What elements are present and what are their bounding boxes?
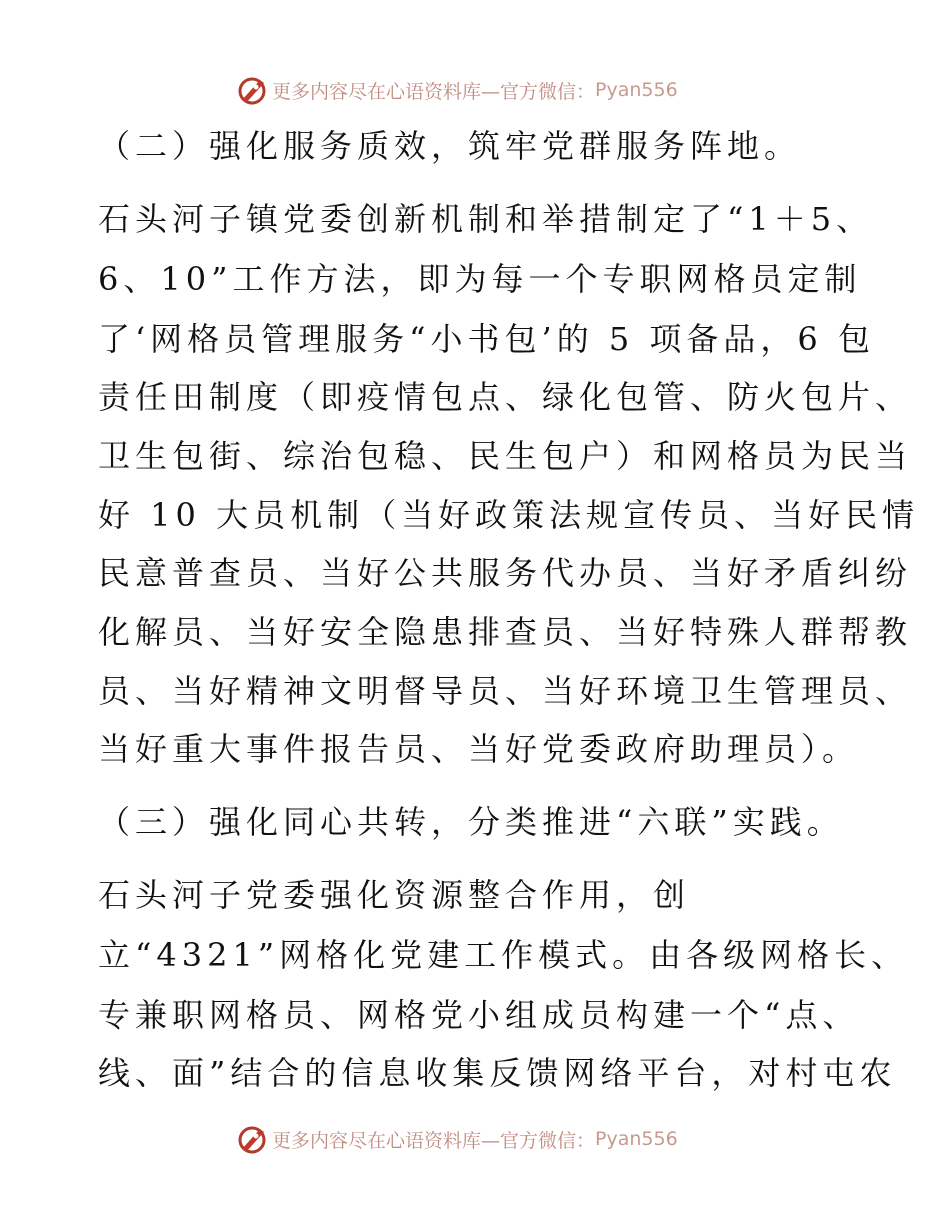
paragraph-line: 好 10 大员机制（当好政策法规宣传员、当好民情 [98, 496, 920, 534]
watermark-text: 更多内容尽在心语资料库—官方微信： [272, 1129, 596, 1152]
paragraph-line: 员、当好精神文明督导员、当好环境卫生管理员、 [98, 672, 913, 710]
header-watermark [236, 72, 716, 108]
paragraph-line: 6、10”工作方法，即为每一个专职网格员定制 [98, 260, 862, 298]
pen-logo-icon [236, 74, 268, 106]
paragraph-line: 立“4321”网格化党建工作模式。由各级网格长、 [98, 936, 909, 974]
paragraph-line: 责任田制度（即疫情包点、绿化包管、防火包片、 [98, 378, 913, 416]
watermark-id: Pyan556 [595, 1128, 678, 1150]
footer-watermark [236, 1121, 716, 1157]
watermark-text: 更多内容尽在心语资料库—官方微信： [272, 80, 596, 103]
paragraph-line: （二）强化服务质效，筑牢党群服务阵地。 [98, 127, 802, 165]
paragraph-line: 石头河子党委强化资源整合作用，创 [98, 876, 691, 914]
paragraph-line: 化解员、当好安全隐患排查员、当好特殊人群帮教 [98, 613, 913, 651]
paragraph-line: 石头河子镇党委创新机制和举措制定了“1＋5、 [98, 200, 874, 238]
paragraph-line: 当好重大事件报告员、当好党委政府助理员）。 [98, 730, 860, 768]
paragraph-line: 线、面”结合的信息收集反馈网络平台，对村屯农 [98, 1054, 897, 1092]
watermark-id: Pyan556 [595, 79, 678, 101]
paragraph-line: 了‘网格员管理服务“小书包’的 5 项备品，6 包 [98, 320, 875, 358]
paragraph-line: 卫生包街、综治包稳、民生包户）和网格员为民当 [98, 437, 913, 475]
paragraph-line: 民意普查员、当好公共服务代办员、当好矛盾纠纷 [98, 554, 913, 592]
paragraph-line: （三）强化同心共转，分类推进“六联”实践。 [98, 803, 844, 841]
pen-logo-icon [236, 1123, 268, 1155]
paragraph-line: 专兼职网格员、网格党小组成员构建一个“点、 [98, 996, 860, 1034]
